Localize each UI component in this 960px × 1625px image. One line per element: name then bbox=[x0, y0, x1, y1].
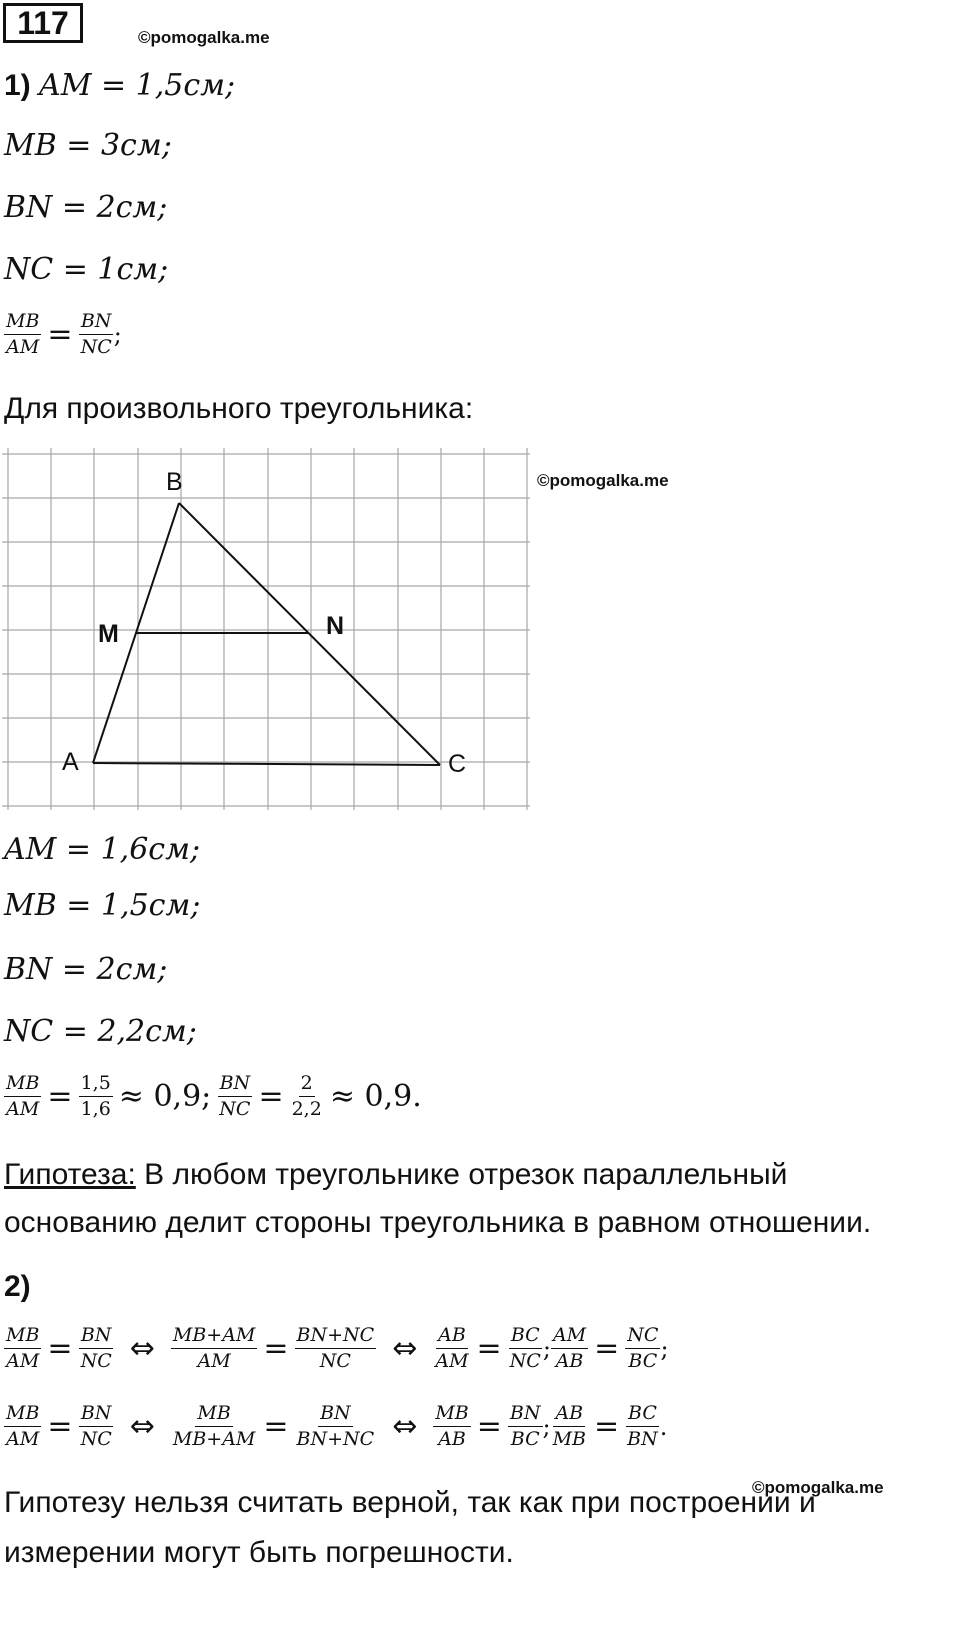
hypothesis-line-1: Гипотеза: В любом треугольнике отрезок параллельный bbox=[4, 1158, 788, 1191]
label-m: M bbox=[98, 620, 119, 648]
side-ac bbox=[93, 763, 440, 765]
derivation-row-2: $\frac{MB}{AM}$ = $\frac{BN}{NC}$ ⇔ $\frac{MB}{MB+AM}$ = $\frac{BN}{BN+NC}$ ⇔ $\frac{MB}{AB}$ = $\frac{BN}{BC}$ ; $\frac{AB}{MB}$ = $\frac{BC}{BN}$ . bbox=[6, 1402, 668, 1450]
label-b: B bbox=[166, 468, 183, 496]
triangle-figure bbox=[0, 446, 700, 814]
measured-am: AM = 1,6см; bbox=[4, 832, 201, 867]
ratio-calculation: $\frac{MB}{AM}$ = $\frac{1,5}{1,6}$ ≈ 0,9; $\frac{BN}{NC}$ = $\frac{2}{2,2}$ ≈ 0,9. bbox=[6, 1072, 422, 1120]
label-c: C bbox=[448, 750, 467, 778]
given-bn: BN = 2см; bbox=[4, 190, 168, 225]
fraction: $\frac{BN}{NC}$ bbox=[80, 310, 112, 358]
label-n: N bbox=[326, 612, 345, 640]
intro-text: Для произвольного треугольника: bbox=[4, 392, 474, 425]
given-am-line bbox=[4, 68, 235, 103]
measured-nc: NC = 2,2см; bbox=[4, 1014, 197, 1049]
given-nc: NC = 1см; bbox=[4, 252, 169, 287]
derivation-row-1: $\frac{MB}{AM}$ = $\frac{BN}{NC}$ ⇔ $\frac{MB+AM}{AM}$ = $\frac{BN+NC}{NC}$ ⇔ $\frac{AB}{AM}$ = $\frac{BC}{NC}$ ; $\frac{AM}{AB}$ = $\frac{NC}{BC}$ ; bbox=[6, 1324, 669, 1372]
hypothesis-label: Гипотеза: bbox=[4, 1158, 136, 1191]
watermark-figure: ©pomogalka.me bbox=[537, 471, 669, 490]
measured-mb: MB = 1,5см; bbox=[4, 888, 201, 923]
part2-label: 2) bbox=[4, 1270, 31, 1303]
watermark-bottom: ©pomogalka.me bbox=[752, 1478, 884, 1497]
conclusion-line-1: Гипотезу нельзя считать верной, так как при построении и bbox=[4, 1486, 816, 1519]
given-mb: MB = 3см; bbox=[4, 128, 172, 163]
measured-bn: BN = 2см; bbox=[4, 952, 168, 987]
task-number: 117 bbox=[3, 3, 83, 43]
given-am: AM = 1,5см; bbox=[39, 68, 236, 103]
conclusion-line-2: измерении могут быть погрешности. bbox=[4, 1536, 514, 1569]
hypothesis-line-2: основанию делит стороны треугольника в равном отношении. bbox=[4, 1206, 872, 1239]
part1-label: 1) bbox=[4, 69, 31, 102]
label-a: A bbox=[62, 748, 79, 776]
ratio-equality: $\frac{MB}{AM}$ = $\frac{BN}{NC}$ ; bbox=[6, 310, 122, 358]
fraction: $\frac{MB}{AM}$ bbox=[6, 310, 40, 358]
watermark-top: ©pomogalka.me bbox=[138, 28, 270, 47]
